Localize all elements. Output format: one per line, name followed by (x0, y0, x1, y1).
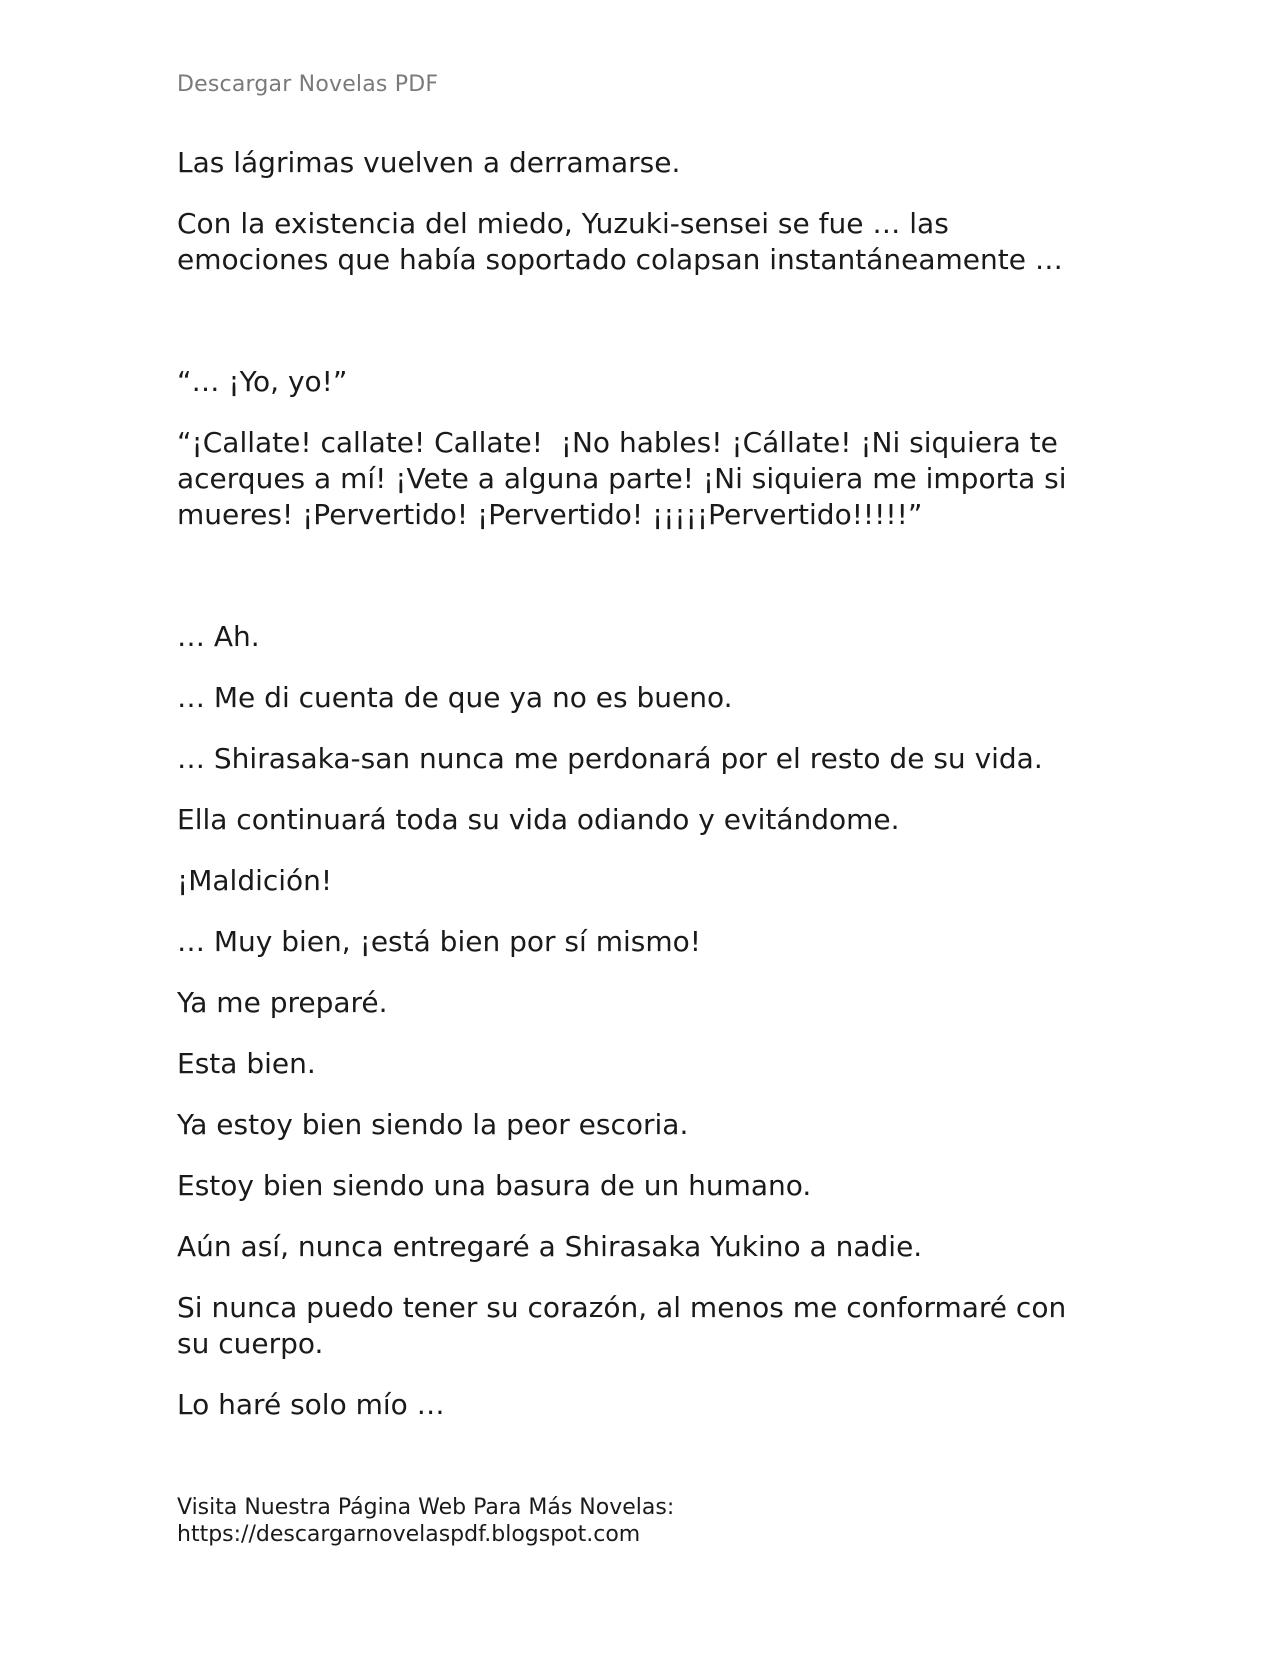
paragraph: “¡Callate! callate! Callate! ¡No hables! ¡Cállate! ¡Ni siquiera te acerques a mí! ¡Vete a alguna parte! ¡Ni siquiera me importa si mueres! ¡Pervertido! ¡Pervertido! ¡¡¡¡¡Pervertido!!!!!” (177, 426, 1076, 531)
paragraph: ¡Maldición! (177, 864, 333, 897)
paragraph: Esta bien. (177, 1047, 316, 1080)
paragraph: Si nunca puedo tener su corazón, al menos me conformaré con su cuerpo. (177, 1291, 1076, 1360)
paragraph: Con la existencia del miedo, Yuzuki-sensei se fue … las emociones que había soportado colapsan instantáneamente … (177, 207, 1063, 276)
section-gap (177, 303, 1107, 364)
paragraph: Ya estoy bien siendo la peor escoria. (177, 1108, 689, 1141)
paragraph: … Shirasaka-san nunca me perdonará por el resto de su vida. (177, 742, 1043, 775)
paragraph: Las lágrimas vuelven a derramarse. (177, 146, 681, 179)
footer-url-link[interactable]: https://descargarnovelaspdf.blogspot.com (177, 1522, 641, 1547)
paragraph: Estoy bien siendo una basura de un humano. (177, 1169, 812, 1202)
paragraph: Ella continuará toda su vida odiando y evitándome. (177, 803, 900, 836)
paragraph: … Ah. (177, 620, 260, 653)
paragraph: Aún así, nunca entregaré a Shirasaka Yukino a nadie. (177, 1230, 923, 1263)
site-header: Descargar Novelas PDF (177, 72, 439, 97)
novel-text (177, 145, 1107, 1448)
footer-visit-text: Visita Nuestra Página Web Para Más Novelas: (177, 1495, 675, 1520)
paragraph: … Me di cuenta de que ya no es bueno. (177, 681, 733, 714)
paragraph: Ya me preparé. (177, 986, 388, 1019)
section-gap (177, 558, 1107, 619)
paragraph: … Muy bien, ¡está bien por sí mismo! (177, 925, 701, 958)
paragraph: “… ¡Yo, yo!” (177, 365, 348, 398)
paragraph: Lo haré solo mío … (177, 1388, 445, 1421)
site-footer (177, 1494, 674, 1548)
